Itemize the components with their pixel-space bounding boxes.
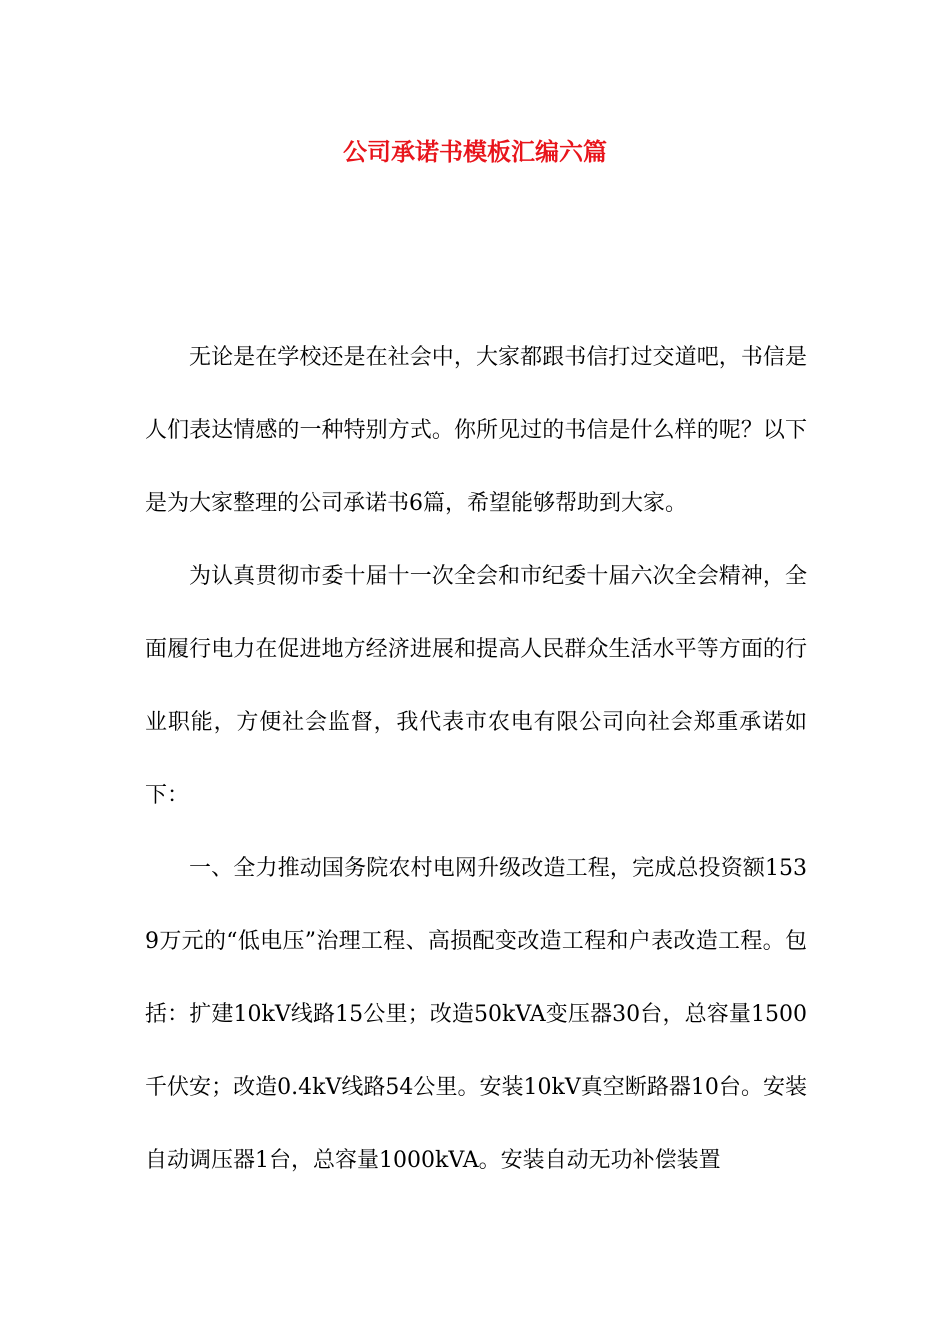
document-body (145, 321, 807, 1197)
paragraph-item-one: 一、全力推动国务院农村电网升级改造工程，完成总投资额1539万元的“低电压”治理工程、高损配变改造工程和户表改造工程。包括：扩建10kV线路15公里；改造50kVA变压器30台，总容量1500千伏安；改造0.4kV线路54公里。安装10kV真空断路器10台。安装自动调压器1台，总容量1000kVA。安装自动无功补偿装置 (145, 856, 807, 1173)
paragraph-commitment-preamble: 为认真贯彻市委十届十一次全会和市纪委十届六次全会精神，全面履行电力在促进地方经济进展和提高人民群众生活水平等方面的行业职能，方便社会监督，我代表市农电有限公司向社会郑重承诺如下： (145, 564, 807, 808)
paragraph-intro: 无论是在学校还是在社会中，大家都跟书信打过交道吧，书信是人们表达情感的一种特别方式。你所见过的书信是什么样的呢？以下是为大家整理的公司承诺书6篇，希望能够帮助到大家。 (145, 345, 807, 516)
document-title: 公司承诺书模板汇编六篇 (343, 138, 607, 166)
